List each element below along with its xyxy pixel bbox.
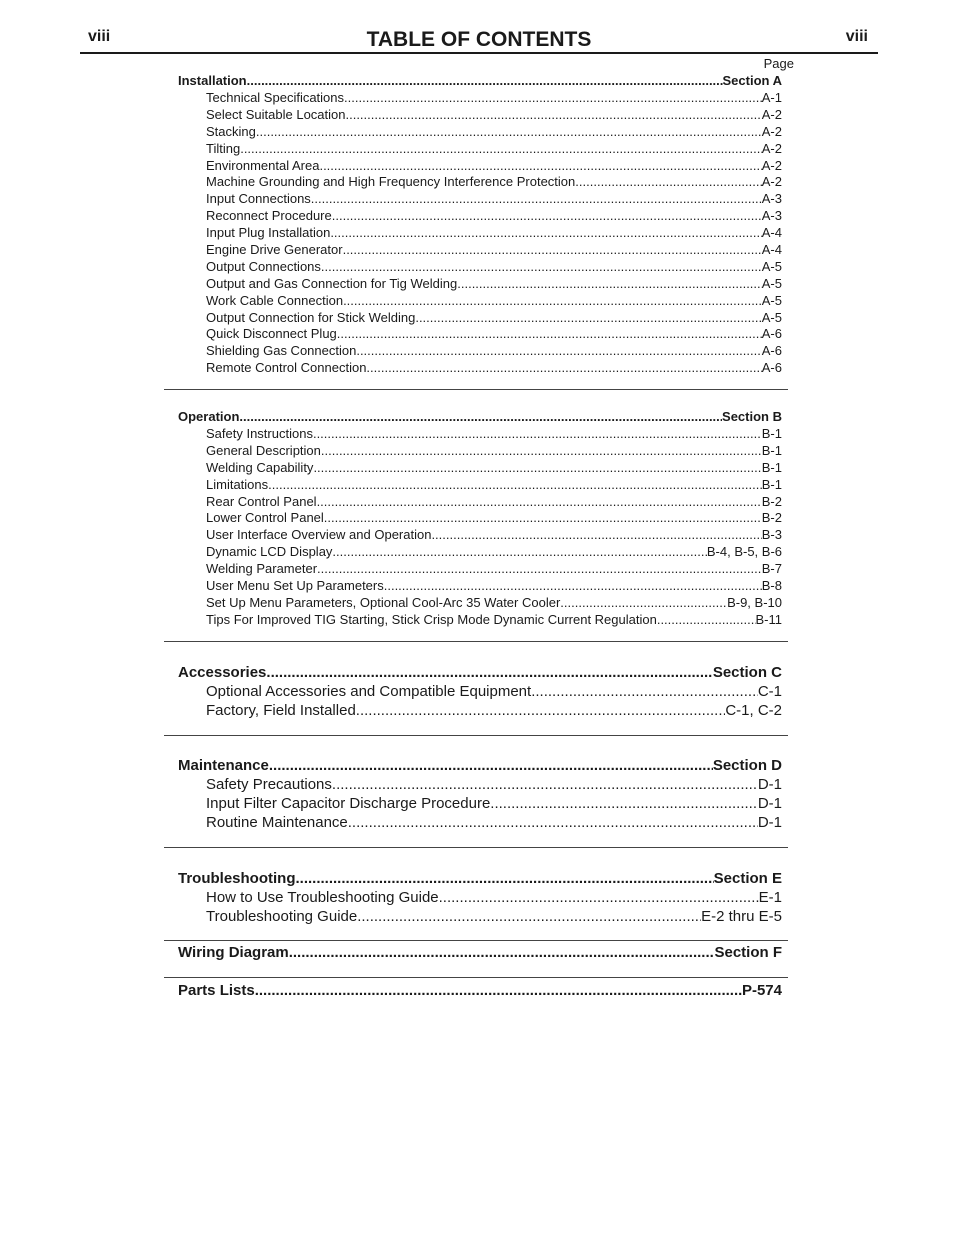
- leader-dots: [266, 663, 712, 682]
- leader-dots: [332, 544, 706, 561]
- entry-label: Routine Maintenance: [206, 814, 348, 831]
- leader-dots: [319, 158, 761, 175]
- toc-entry[interactable]: [178, 813, 782, 832]
- leader-dots: [366, 360, 761, 377]
- toc-section-heading[interactable]: [178, 408, 782, 426]
- entry-page: A-6: [761, 343, 782, 359]
- page-header: [80, 24, 878, 54]
- entry-page: D-1: [757, 814, 782, 831]
- section-title: Maintenance: [178, 757, 269, 774]
- entry-label: Welding Capability: [206, 459, 314, 475]
- entry-label: Remote Control Connection: [206, 360, 367, 376]
- toc-section-installation: [178, 72, 782, 377]
- entry-label: Optional Accessories and Compatible Equipment: [206, 683, 532, 700]
- entry-page: C-1: [757, 683, 782, 700]
- leader-dots: [344, 90, 762, 107]
- toc-section-heading[interactable]: [178, 943, 782, 962]
- leader-dots: [324, 510, 762, 527]
- section-divider: [164, 977, 788, 978]
- entry-page: A-5: [761, 258, 782, 274]
- entry-page: D-1: [757, 795, 782, 812]
- leader-dots: [657, 612, 756, 629]
- leader-dots: [313, 426, 762, 443]
- entry-page: B-11: [755, 611, 782, 627]
- toc-entry[interactable]: [178, 276, 782, 293]
- page-title: TABLE OF CONTENTS: [366, 28, 592, 51]
- entry-label: Set Up Menu Parameters, Optional Cool-Arc 35 Water Cooler: [206, 594, 561, 610]
- toc-entry[interactable]: [178, 510, 782, 527]
- entry-page: A-2: [761, 157, 782, 173]
- leader-dots: [415, 310, 761, 327]
- section-divider: [164, 389, 788, 390]
- entry-label: Input Filter Capacitor Discharge Procedure: [206, 795, 491, 812]
- toc-entry[interactable]: [178, 701, 782, 720]
- toc-entry[interactable]: [178, 225, 782, 242]
- entry-page: B-1: [761, 459, 782, 475]
- leader-dots: [356, 343, 761, 360]
- leader-dots: [313, 460, 761, 477]
- leader-dots: [560, 595, 727, 612]
- section-divider: [164, 735, 788, 736]
- toc-entry[interactable]: [178, 259, 782, 276]
- leader-dots: [317, 494, 762, 511]
- toc-entry[interactable]: [178, 343, 782, 360]
- entry-label: Stacking: [206, 123, 256, 139]
- section-title: Wiring Diagram: [178, 944, 289, 961]
- toc-entry[interactable]: [178, 561, 782, 578]
- entry-page: A-5: [761, 292, 782, 308]
- entry-page: A-2: [761, 106, 782, 122]
- entry-page: A-6: [761, 360, 782, 376]
- toc-entry[interactable]: [178, 682, 782, 701]
- toc-entry[interactable]: [178, 124, 782, 141]
- entry-label: Environmental Area: [206, 157, 320, 173]
- entry-page: E-1: [758, 889, 782, 906]
- page-number-right: viii: [845, 28, 868, 45]
- toc-entry[interactable]: [178, 158, 782, 175]
- toc-entry[interactable]: [178, 360, 782, 377]
- toc-entry[interactable]: [178, 775, 782, 794]
- leader-dots: [240, 141, 762, 158]
- section-title: Installation: [178, 73, 247, 88]
- toc-entry[interactable]: [178, 191, 782, 208]
- page-number-left: viii: [88, 28, 111, 45]
- leader-dots: [345, 107, 761, 124]
- toc-entry[interactable]: [178, 107, 782, 124]
- leader-dots: [457, 276, 762, 293]
- entry-label: Safety Precautions: [206, 776, 332, 793]
- entry-label: Welding Parameter: [206, 561, 318, 577]
- entry-label: Tilting: [206, 140, 241, 156]
- entry-page: A-2: [761, 123, 782, 139]
- toc-section-maintenance: [178, 756, 782, 832]
- entry-label: Work Cable Connection: [206, 292, 344, 308]
- toc-entry[interactable]: [178, 612, 782, 629]
- entry-page: B-2: [761, 493, 782, 509]
- entry-label: User Interface Overview and Operation: [206, 527, 432, 543]
- leader-dots: [330, 225, 761, 242]
- leader-dots: [337, 326, 762, 343]
- page-column-label: Page: [763, 56, 794, 71]
- toc-entry[interactable]: [178, 310, 782, 327]
- toc-entry[interactable]: [178, 242, 782, 259]
- entry-page: B-2: [761, 510, 782, 526]
- section-page: Section B: [722, 409, 782, 424]
- entry-label: Output Connection for Stick Welding: [206, 309, 416, 325]
- entry-label: Quick Disconnect Plug: [206, 326, 337, 342]
- leader-dots: [332, 208, 762, 225]
- leader-dots: [384, 578, 762, 595]
- toc-section-parts-lists: [178, 981, 782, 1000]
- leader-dots: [289, 943, 715, 962]
- toc-entry[interactable]: [178, 578, 782, 595]
- entry-page: B-8: [761, 578, 782, 594]
- entry-page: B-4, B-5, B-6: [706, 544, 782, 560]
- toc-section-troubleshooting: [178, 869, 782, 926]
- entry-label: Technical Specifications: [206, 90, 345, 105]
- section-page: Section C: [712, 664, 782, 681]
- toc-section-heading[interactable]: [178, 869, 782, 888]
- leader-dots: [256, 124, 762, 141]
- section-page: Section D: [712, 757, 782, 774]
- entry-label: User Menu Set Up Parameters: [206, 578, 384, 594]
- entry-label: Lower Control Panel: [206, 510, 324, 526]
- entry-page: C-1, C-2: [725, 702, 782, 719]
- leader-dots: [247, 72, 723, 90]
- toc-entry[interactable]: [178, 141, 782, 158]
- toc-entry[interactable]: [178, 208, 782, 225]
- entry-page: B-7: [761, 561, 782, 577]
- toc-entry[interactable]: [178, 907, 782, 926]
- toc-entry[interactable]: [178, 544, 782, 561]
- toc-entry[interactable]: [178, 794, 782, 813]
- section-title: Accessories: [178, 664, 267, 681]
- section-title: Troubleshooting: [178, 870, 296, 887]
- toc-section-heading[interactable]: [178, 981, 782, 1000]
- entry-page: A-6: [761, 326, 782, 342]
- leader-dots: [296, 869, 714, 888]
- leader-dots: [321, 259, 762, 276]
- leader-dots: [531, 682, 758, 701]
- toc-entry[interactable]: [178, 494, 782, 511]
- section-divider: [164, 641, 788, 642]
- leader-dots: [490, 794, 758, 813]
- entry-page: A-3: [761, 208, 782, 224]
- toc-entry[interactable]: [178, 595, 782, 612]
- entry-page: A-3: [761, 191, 782, 207]
- section-title: Operation: [178, 409, 240, 424]
- section-divider: [164, 847, 788, 848]
- entry-label: Limitations: [206, 476, 269, 492]
- section-title: Parts Lists: [178, 982, 255, 999]
- entry-label: Input Plug Installation: [206, 225, 331, 241]
- entry-page: B-9, B-10: [727, 594, 782, 610]
- leader-dots: [343, 242, 762, 259]
- entry-page: A-2: [761, 174, 782, 190]
- toc-entry[interactable]: [178, 426, 782, 443]
- entry-label: Shielding Gas Connection: [206, 343, 357, 359]
- toc-section-heading[interactable]: [178, 72, 782, 90]
- entry-page: D-1: [757, 776, 782, 793]
- toc-entry[interactable]: [178, 443, 782, 460]
- leader-dots: [239, 408, 722, 426]
- entry-page: A-1: [761, 90, 782, 105]
- toc-entry[interactable]: [178, 174, 782, 191]
- leader-dots: [348, 813, 758, 832]
- toc-section-heading[interactable]: [178, 663, 782, 682]
- entry-page: A-5: [761, 309, 782, 325]
- entry-page: A-2: [761, 140, 782, 156]
- leader-dots: [311, 191, 762, 208]
- leader-dots: [321, 443, 762, 460]
- entry-label: Output and Gas Connection for Tig Welding: [206, 275, 458, 291]
- entry-label: Dynamic LCD Display: [206, 544, 333, 560]
- leader-dots: [317, 561, 762, 578]
- toc-section-operation: [178, 408, 782, 629]
- toc-entry[interactable]: [178, 460, 782, 477]
- entry-page: B-3: [761, 527, 782, 543]
- entry-page: B-1: [761, 442, 782, 458]
- toc-entry[interactable]: [178, 888, 782, 907]
- section-page: Section F: [714, 944, 782, 961]
- entry-label: General Description: [206, 442, 321, 458]
- entry-page: E-2 thru E-5: [701, 908, 782, 925]
- leader-dots: [343, 293, 762, 310]
- toc-entry[interactable]: [178, 90, 782, 107]
- entry-page: B-1: [761, 426, 782, 441]
- toc-section-accessories: [178, 663, 782, 720]
- entry-page: A-5: [761, 275, 782, 291]
- toc-entry[interactable]: [178, 326, 782, 343]
- leader-dots: [439, 888, 759, 907]
- section-divider: [164, 940, 788, 941]
- leader-dots: [357, 907, 701, 926]
- section-page: P-574: [741, 982, 782, 999]
- entry-label: Engine Drive Generator: [206, 242, 343, 258]
- leader-dots: [255, 981, 742, 1000]
- entry-label: Input Connections: [206, 191, 311, 207]
- entry-label: Select Suitable Location: [206, 106, 346, 122]
- toc-entry[interactable]: [178, 477, 782, 494]
- entry-label: How to Use Troubleshooting Guide: [206, 889, 439, 906]
- entry-label: Reconnect Procedure: [206, 208, 332, 224]
- leader-dots: [332, 775, 758, 794]
- toc-entry[interactable]: [178, 527, 782, 544]
- entry-label: Rear Control Panel: [206, 493, 317, 509]
- section-page: Section A: [722, 73, 782, 88]
- entry-page: B-1: [761, 476, 782, 492]
- leader-dots: [356, 701, 726, 720]
- toc-entry[interactable]: [178, 293, 782, 310]
- entry-label: Troubleshooting Guide: [206, 908, 358, 925]
- toc-section-heading[interactable]: [178, 756, 782, 775]
- entry-page: A-4: [761, 225, 782, 241]
- entry-label: Safety Instructions: [206, 426, 313, 441]
- entry-label: Tips For Improved TIG Starting, Stick Crisp Mode Dynamic Current Regulation: [206, 611, 657, 627]
- leader-dots: [575, 174, 761, 191]
- leader-dots: [268, 477, 762, 494]
- entry-label: Output Connections: [206, 258, 321, 274]
- entry-page: A-4: [761, 242, 782, 258]
- toc-section-wiring-diagram: [178, 943, 782, 962]
- leader-dots: [431, 527, 761, 544]
- section-page: Section E: [713, 870, 782, 887]
- leader-dots: [269, 756, 713, 775]
- entry-label: Machine Grounding and High Frequency Interference Protection: [206, 174, 576, 190]
- entry-label: Factory, Field Installed: [206, 702, 356, 719]
